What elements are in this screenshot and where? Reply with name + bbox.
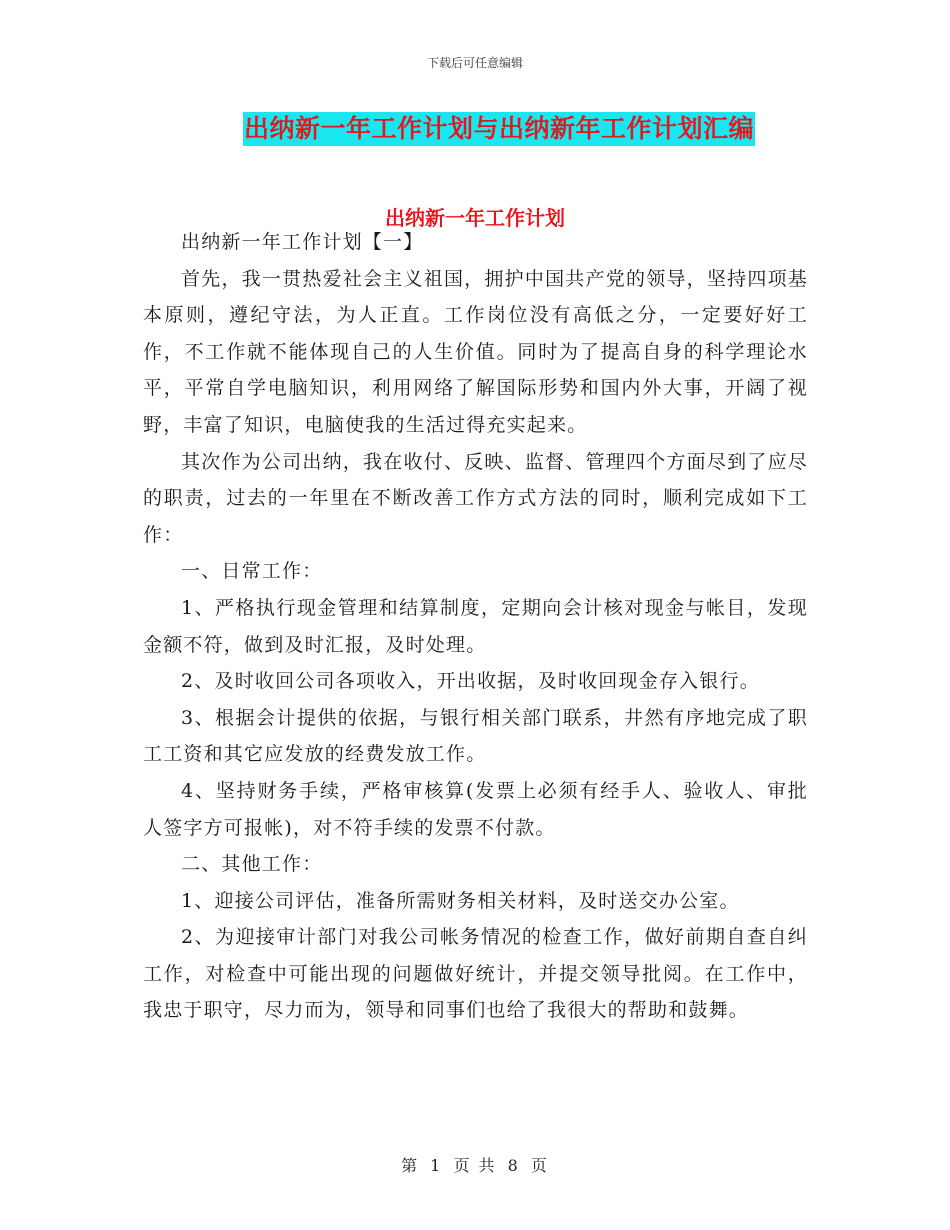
list-item: 2、为迎接审计部门对我公司帐务情况的检查工作，做好前期自查自纠工作，对检查中可能出现的问题做好统计，并提交领导批阅。在工作中，我忠于职守，尽力而为，领导和同事们也给了我很大的帮助和鼓舞。 — [143, 926, 808, 1022]
footer-suffix: 页 — [530, 1156, 549, 1175]
list-item: 1、迎接公司评估，准备所需财务相关材料，及时送交办公室。 — [181, 889, 740, 912]
list-item: 4、坚持财务手续，严格审核算(发票上必须有经手人、验收人、审批人签字方可报帐)，对不符手续的发票不付款。 — [143, 779, 808, 839]
footer-prefix: 第 — [401, 1156, 420, 1175]
list-item: 3、根据会计提供的依据，与银行相关部门联系，井然有序地完成了职工工资和其它应发放的经费发放工作。 — [143, 706, 808, 766]
paragraph: 首先，我一贯热爱社会主义祖国，拥护中国共产党的领导，坚持四项基本原则，遵纪守法，为人正直。工作岗位没有高低之分，一定要好好工作，不工作就不能体现自己的人生价值。同时为了提高自身的科学理论水平，平常自学电脑知识，利用网络了解国际形势和国内外大事，开阔了视野，丰富了知识，电脑使我的生活过得充实起来。 — [143, 267, 808, 436]
footer-mid: 页 共 — [453, 1156, 497, 1175]
list-item: 2、及时收回公司各项收入，开出收据，及时收回现金存入银行。 — [181, 670, 760, 693]
list-heading: 一、日常工作： — [181, 560, 323, 583]
section-title: 出纳新一年工作计划 — [385, 206, 565, 230]
header-note: 下载后可任意编辑 — [426, 56, 523, 70]
paragraph: 其次作为公司出纳，我在收付、反映、监督、管理四个方面尽到了应尽的职责，过去的一年里在不断改善工作方式方法的同时，顺利完成如下工作： — [143, 450, 808, 546]
page-footer — [0, 1153, 950, 1176]
main-title: 出纳新一年工作计划与出纳新年工作计划汇编 — [243, 112, 755, 146]
main-title-container — [0, 112, 950, 146]
current-page-number: 1 — [430, 1156, 443, 1175]
list-item: 1、严格执行现金管理和结算制度，定期向会计核对现金与帐目，发现金额不符，做到及时汇报，及时处理。 — [143, 596, 808, 656]
subsection-heading: 出纳新一年工作计划【一】 — [181, 231, 424, 253]
document-body — [143, 224, 808, 1029]
total-pages-number: 8 — [507, 1156, 520, 1175]
list-heading: 二、其他工作： — [181, 853, 323, 876]
